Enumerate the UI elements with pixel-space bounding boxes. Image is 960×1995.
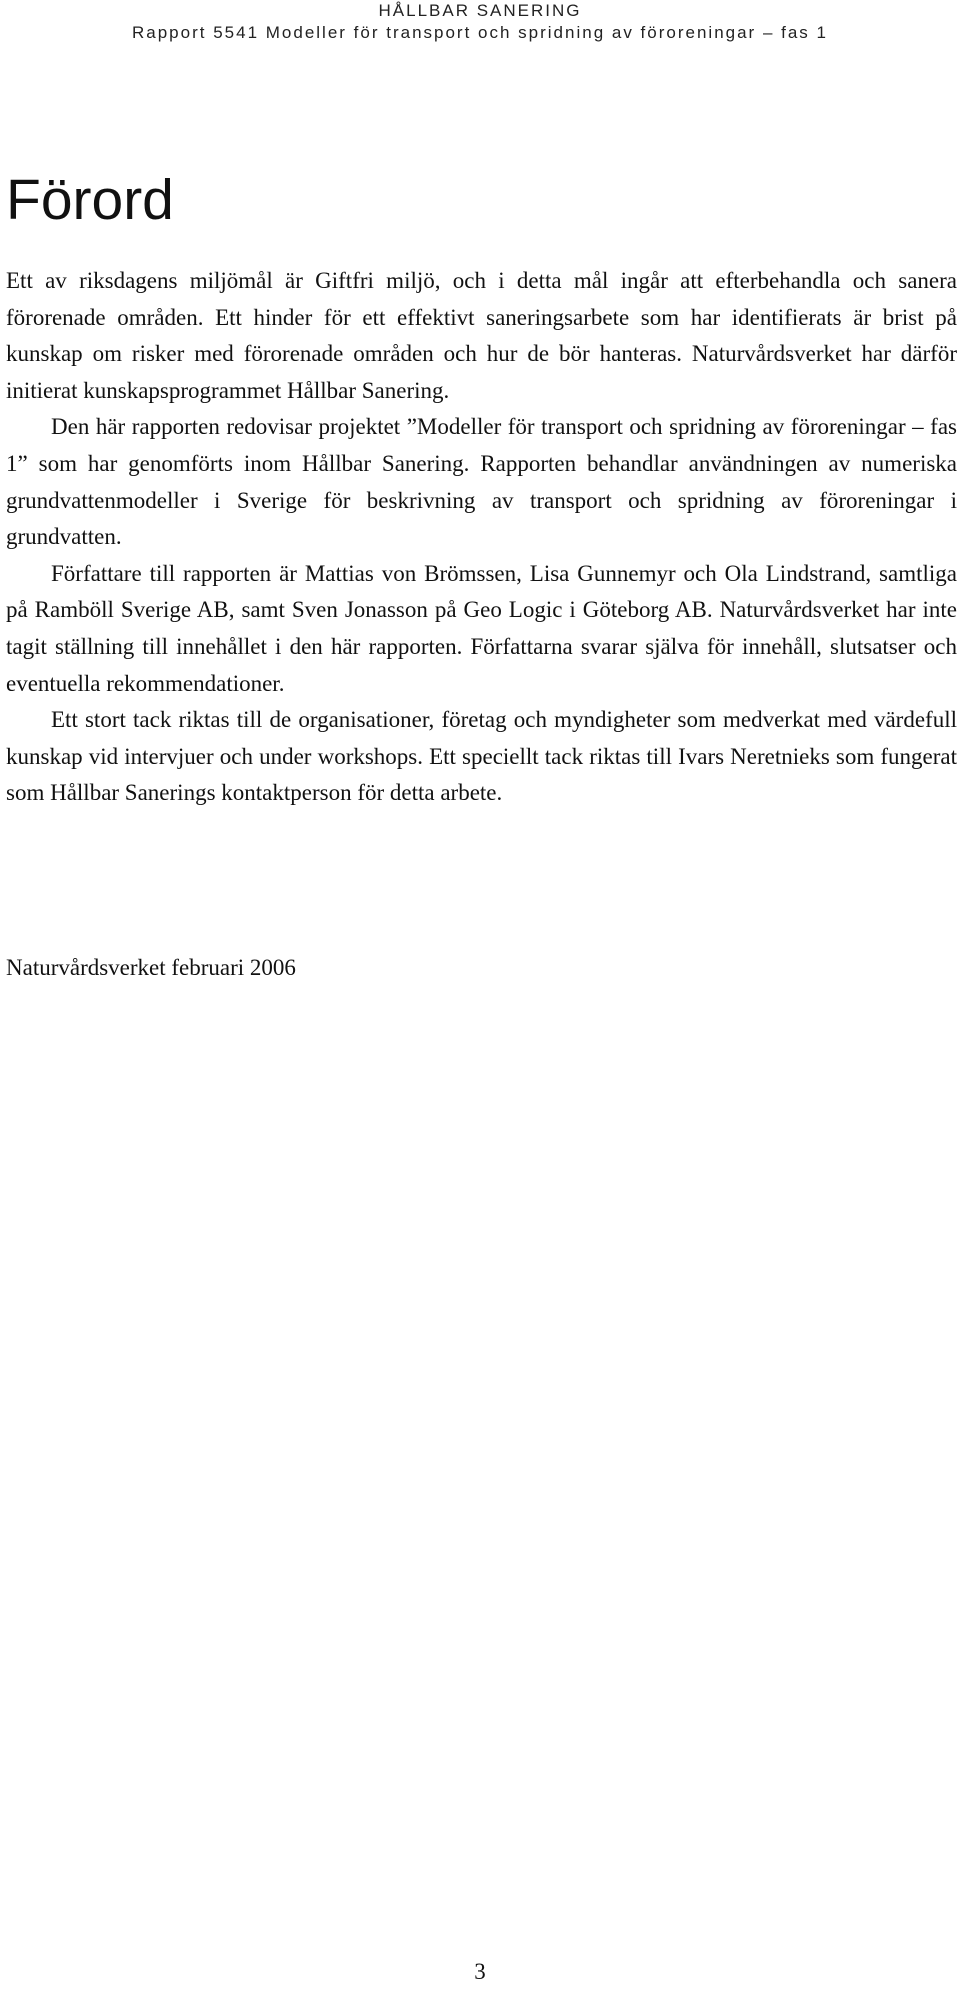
page-title: Förord (6, 168, 174, 232)
report-title: Rapport 5541 Modeller för transport och spridning av föroreningar – fas 1 (132, 23, 828, 42)
series-title: HÅLLBAR SANERING (378, 1, 582, 20)
signature: Naturvårdsverket februari 2006 (6, 955, 296, 980)
running-header (0, 0, 960, 44)
foreword-body (6, 263, 957, 812)
paragraph: Ett av riksdagens miljömål är Giftfri miljö, och i detta mål ingår att efterbehandla och sanera förorenade områden. Ett hinder för ett effektivt saneringsarbete som har identifierats är brist på kunskap om risker med förorenade områden och hur de bör hanteras. Naturvårdsverket har därför initierat kunskapsprogrammet Hållbar Sanering. (6, 268, 957, 403)
paragraph: Den här rapporten redovisar projektet ”Modeller för transport och spridning av föroreningar – fas 1” som har genomförts inom Hållbar Sanering. Rapporten behandlar användningen av numeriska grundvattenmodeller i Sverige för beskrivning av transport och spridning av föroreningar i grundvatten. (6, 414, 957, 550)
paragraph: Ett stort tack riktas till de organisationer, företag och myndigheter som medverkat med värdefull kunskap vid intervjuer och under workshops. Ett speciellt tack riktas till Ivars Neretnieks som fungerat som Hållbar Sanerings kontaktperson för detta arbete. (6, 707, 957, 806)
page-number: 3 (474, 1959, 486, 1984)
paragraph: Författare till rapporten är Mattias von Brömssen, Lisa Gunnemyr och Ola Lindstrand, samtliga på Ramböll Sverige AB, samt Sven Jonasson på Geo Logic i Göteborg AB. Naturvårdsverket har inte tagit ställning till innehållet i den här rapporten. Författarna svarar själva för innehåll, slutsatser och eventuella rekommendationer. (6, 560, 957, 696)
